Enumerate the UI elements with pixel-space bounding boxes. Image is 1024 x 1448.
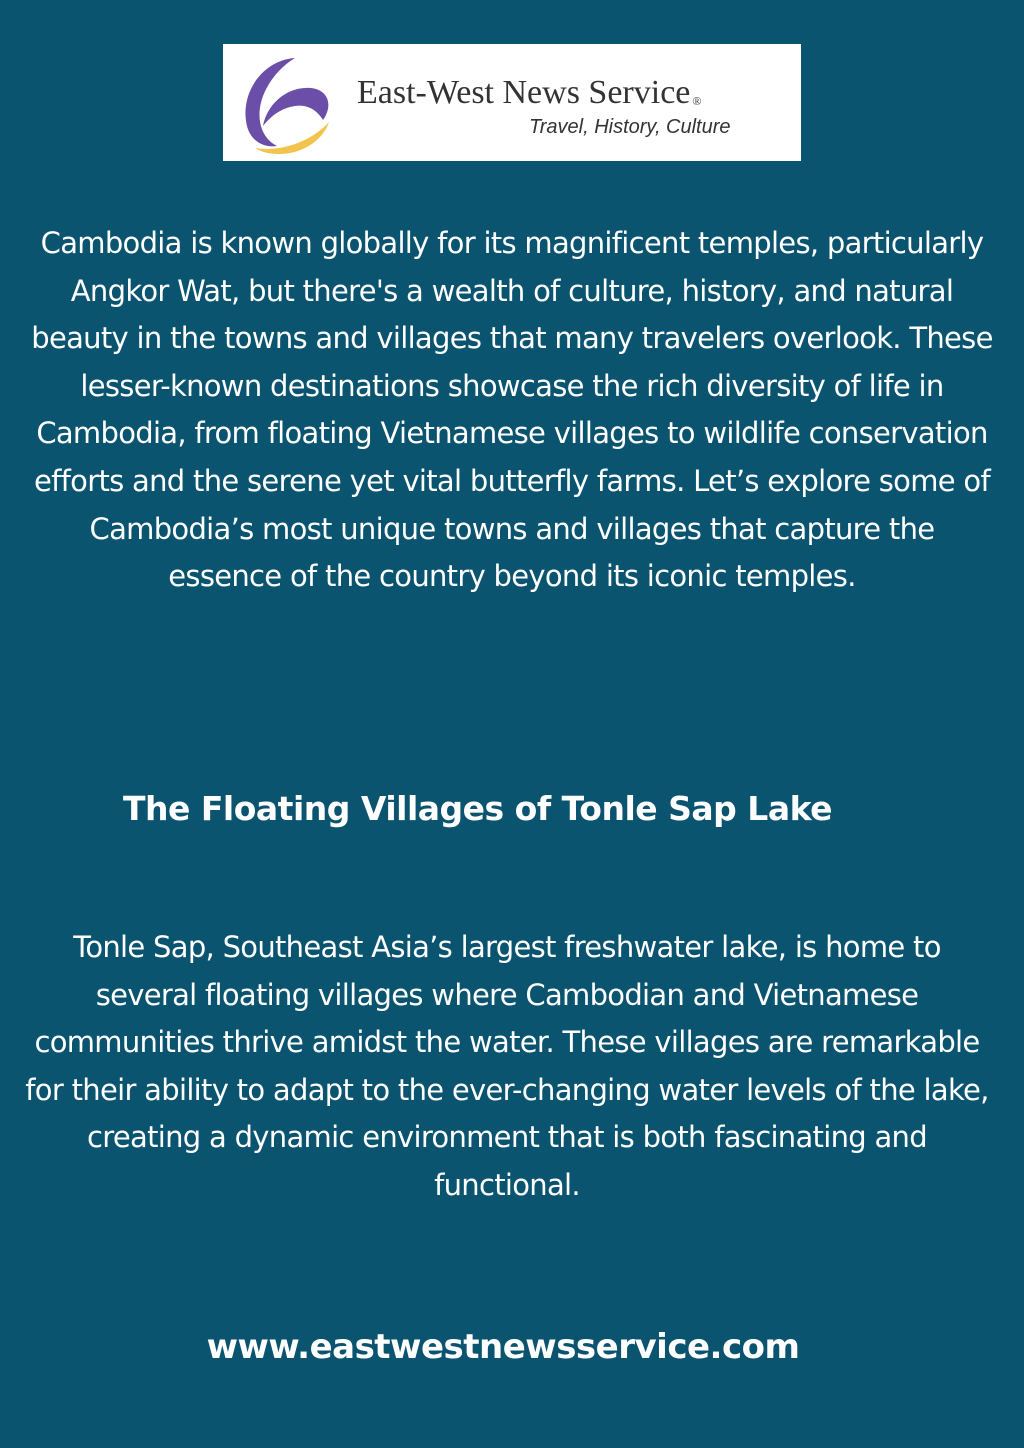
logo-tagline: Travel, History, Culture [529,116,731,138]
section-paragraph: Tonle Sap, Southeast Asia’s largest freshwater lake, is home to several floating villages where Cambodian and Vietnamese communities thrive amidst the water. These villages are remarkable for their ability to adapt to the ever-changing water levels of the lake, creating a dynamic environment that is both fascinating and functional. [25,930,989,1202]
logo-banner [223,44,801,161]
registered-mark: ® [692,94,702,108]
intro-paragraph: Cambodia is known globally for its magnificent temples, particularly Angkor Wat, but there's a wealth of culture, history, and natural beauty in the towns and villages that many travelers overlook. These lesser-known destinations showcase the rich diversity of life in Cambodia, from floating Vietnamese villages to wildlife conservation efforts and the serene yet vital butterfly farms. Let’s explore some of Cambodia’s most unique towns and villages that capture the essence of the country beyond its iconic temples. [31,226,993,594]
logo-name: East-West News Service ® [357,74,702,111]
east-west-swirl-logo-icon [233,48,343,158]
section-heading: The Floating Villages of Tonle Sap Lake [123,789,833,828]
website-url: www.eastwestnewsservice.com [206,1327,800,1367]
